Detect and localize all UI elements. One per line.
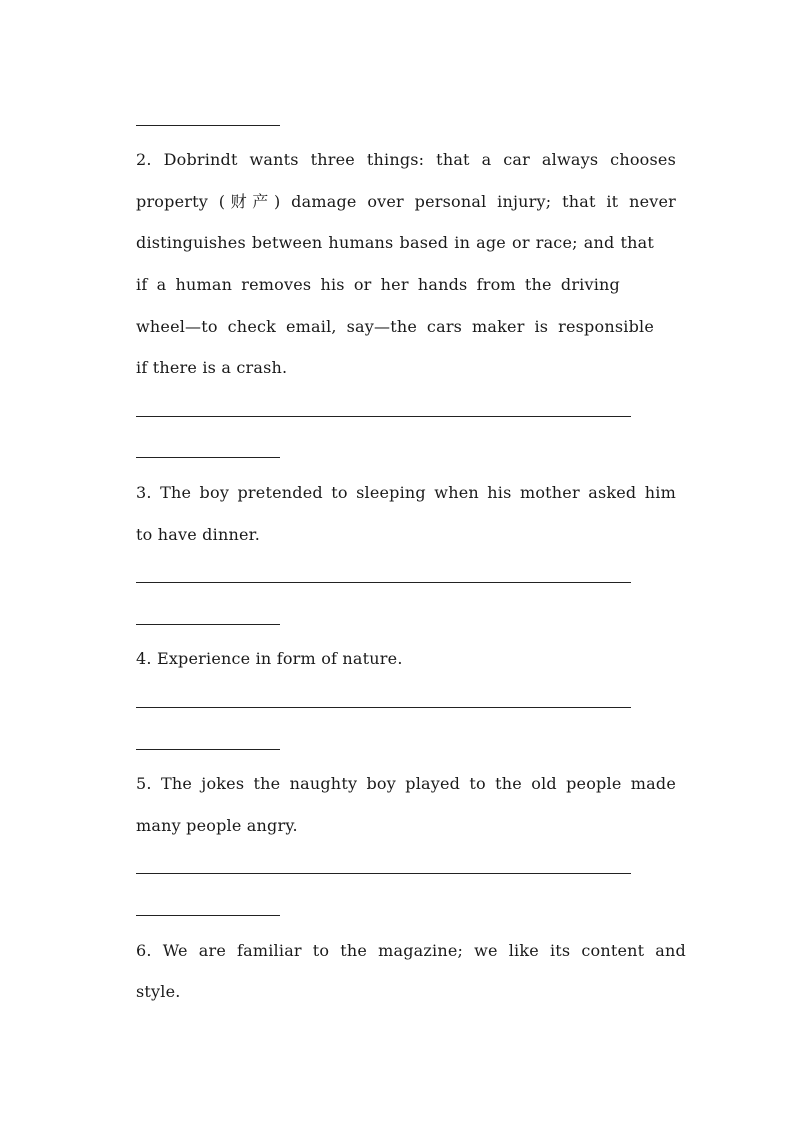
sentence-text-line: if there is a crash.	[136, 358, 288, 377]
sentence-text-line: 2. Dobrindt wants three things: that a car always chooses	[136, 150, 676, 169]
answer-blank-short[interactable]	[136, 915, 280, 916]
sentence-text-line: property (财产) damage over personal injury; that it never	[136, 192, 676, 211]
sentence-text-line: wheel—to check email, say—the cars maker is responsible	[136, 317, 654, 336]
answer-blank-long[interactable]	[136, 416, 631, 417]
sentence-text-line: if a human removes his or her hands from the driving	[136, 275, 620, 294]
sentence-text-line: distinguishes between humans based in age or race; and that	[136, 233, 654, 252]
sentence-text-line: 5. The jokes the naughty boy played to the old people made	[136, 774, 676, 793]
answer-blank-short[interactable]	[136, 457, 280, 458]
answer-blank-long[interactable]	[136, 707, 631, 708]
answer-blank-short[interactable]	[136, 749, 280, 750]
answer-blank-short[interactable]	[136, 125, 280, 126]
sentence-text-line: style.	[136, 982, 181, 1001]
answer-blank-long[interactable]	[136, 582, 631, 583]
answer-blank-short[interactable]	[136, 624, 280, 625]
sentence-text-line: 6. We are familiar to the magazine; we like its content and	[136, 941, 686, 960]
sentence-text-line: many people angry.	[136, 816, 298, 835]
sentence-text-line: to have dinner.	[136, 525, 260, 544]
answer-blank-long[interactable]	[136, 873, 631, 874]
sentence-text-line: 4. Experience in form of nature.	[136, 649, 403, 668]
sentence-text-line: 3. The boy pretended to sleeping when his mother asked him	[136, 483, 676, 502]
